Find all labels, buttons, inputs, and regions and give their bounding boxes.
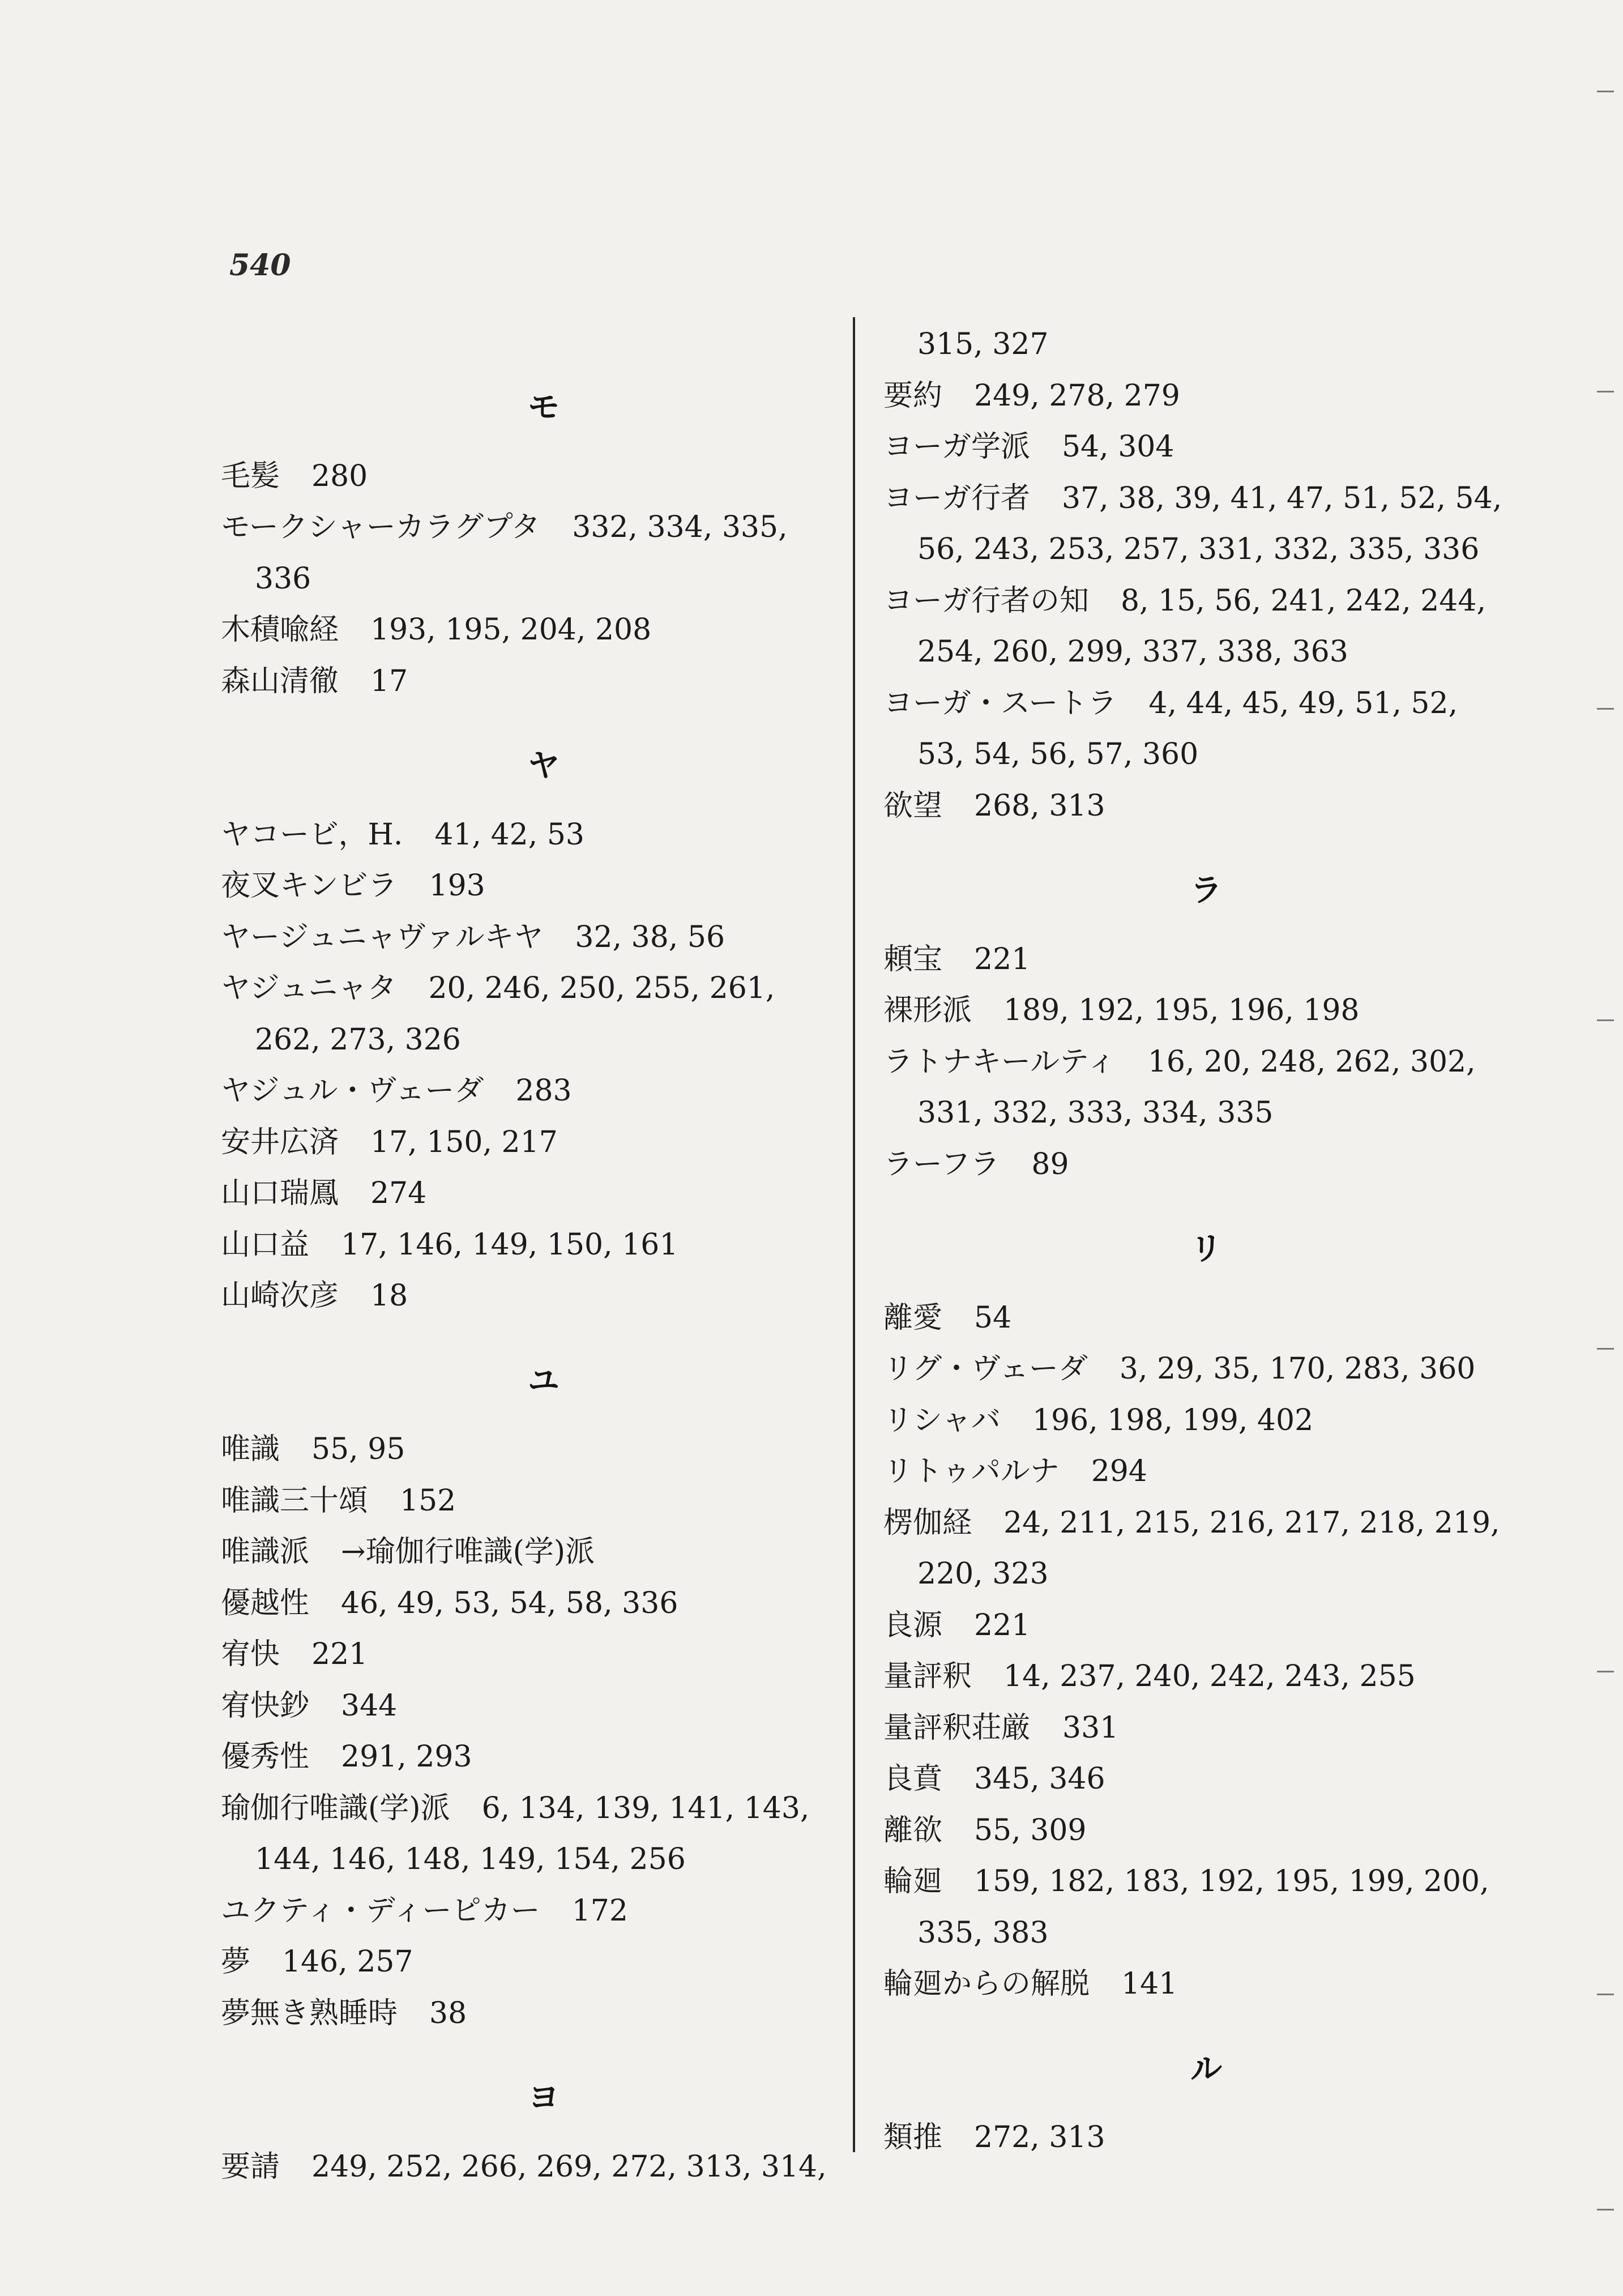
index-term: 良源 <box>883 1608 943 1642</box>
page-references: 53, 54, 56, 57, 360 <box>917 737 1199 771</box>
index-term: ヤコービ，H. <box>221 817 403 852</box>
index-entry <box>883 379 1180 413</box>
page-references: 37, 38, 39, 41, 47, 51, 52, 54, <box>1061 481 1502 515</box>
index-term: リシャバ <box>883 1403 1001 1437</box>
page-number: 540 <box>229 248 291 283</box>
index-term: ヤジュニャタ <box>221 971 397 1005</box>
page-references: 274 <box>370 1176 427 1210</box>
index-entry <box>221 1432 405 1466</box>
index-entry <box>883 1711 1118 1745</box>
index-term: 優越性 <box>221 1586 310 1620</box>
index-entry <box>883 1967 1177 2001</box>
page-references: 344 <box>341 1688 398 1723</box>
index-term: 宥快 <box>221 1637 280 1671</box>
page-references: 172 <box>571 1893 628 1928</box>
page-references: 291, 293 <box>341 1740 472 1774</box>
index-term: 輪廻からの解脱 <box>883 1967 1090 2001</box>
page-references: 315, 327 <box>917 327 1049 361</box>
index-term: 量評釈 <box>883 1659 972 1693</box>
index-entry <box>883 1659 1416 1693</box>
index-term: ラトナキールティ <box>883 1044 1116 1079</box>
index-entry <box>883 993 1360 1027</box>
index-entry <box>221 1945 413 1979</box>
page-references: 54 <box>974 1300 1012 1335</box>
index-entry <box>221 1228 678 1262</box>
page-references: 262, 273, 326 <box>255 1022 461 1057</box>
index-entry <box>221 613 651 647</box>
index-term: 毛髪 <box>221 459 280 493</box>
page-references: 17, 150, 217 <box>370 1125 558 1159</box>
page-references: 196, 198, 199, 402 <box>1032 1403 1314 1437</box>
index-term: 唯識派 <box>221 1535 310 1569</box>
index-entry <box>221 1586 678 1620</box>
index-term: 瑜伽行唯識(学)派 <box>221 1791 450 1825</box>
index-entry <box>221 459 368 493</box>
index-entry <box>883 789 1105 823</box>
page-references: 336 <box>255 561 311 596</box>
index-entry <box>221 869 485 903</box>
index-entry <box>883 430 1174 464</box>
page-references: 144, 146, 148, 149, 154, 256 <box>255 1842 686 1876</box>
page-references: 249, 278, 279 <box>974 378 1180 413</box>
page-references: 17 <box>370 664 408 698</box>
index-term: 優秀性 <box>221 1740 310 1774</box>
page-references: 141 <box>1121 1967 1178 2001</box>
margin-tick <box>1597 708 1614 710</box>
index-term: ラーフラ <box>883 1147 1000 1181</box>
margin-tick <box>1597 1019 1614 1021</box>
index-entry <box>883 1454 1147 1488</box>
index-term: 量評釈荘厳 <box>883 1710 1031 1745</box>
margin-tick <box>1597 2209 1614 2210</box>
page-references: 331, 332, 333, 334, 335 <box>917 1096 1274 1130</box>
index-term: ヨーガ行者の知 <box>883 583 1089 618</box>
index-entry <box>221 1176 426 1210</box>
index-entry <box>221 1074 572 1108</box>
index-entry <box>221 920 725 954</box>
index-term: リトゥパルナ <box>883 1454 1060 1488</box>
index-entry <box>221 1637 368 1671</box>
index-entry-continuation <box>917 1557 1049 1591</box>
index-entry <box>883 1147 1069 1181</box>
index-entry <box>883 584 1486 618</box>
page-references: 24, 211, 215, 216, 217, 218, 219, <box>1003 1505 1500 1540</box>
page-references: 283 <box>515 1074 572 1108</box>
page-references: 8, 15, 56, 241, 242, 244, <box>1120 583 1486 618</box>
index-entry-continuation <box>917 1916 1049 1950</box>
index-entry-continuation <box>255 1023 461 1057</box>
index-entry <box>221 1791 809 1825</box>
page-references: 280 <box>311 459 368 493</box>
index-term: リグ・ヴェーダ <box>883 1352 1088 1386</box>
page-references: 55, 95 <box>311 1432 405 1466</box>
page-references: 335, 383 <box>917 1915 1049 1950</box>
column-divider <box>853 317 855 2152</box>
index-entry <box>221 1279 408 1313</box>
page-references: 294 <box>1091 1454 1147 1488</box>
kana-section-heading: ユ <box>528 1362 559 1399</box>
margin-tick <box>1597 1348 1614 1350</box>
index-entry <box>883 481 1502 515</box>
index-entry <box>221 1894 628 1928</box>
index-term: ヨーガ学派 <box>883 430 1030 464</box>
index-entry <box>221 1689 397 1723</box>
index-term: ヨーガ・スートラ <box>883 686 1117 720</box>
index-entry-continuation <box>917 327 1049 361</box>
index-entry-continuation <box>255 1842 686 1876</box>
index-term: 夜叉キンビラ <box>221 869 398 903</box>
index-term: 夢 <box>221 1945 251 1979</box>
kana-section-heading: モ <box>528 389 559 426</box>
index-entry <box>221 664 408 698</box>
kana-section-heading: ラ <box>1190 872 1222 909</box>
index-term: 安井広済 <box>221 1125 339 1159</box>
page-references: 38 <box>429 1996 467 2030</box>
index-term: 夢無き熟睡時 <box>221 1996 398 2030</box>
page-references: →瑜伽行唯識(学)派 <box>341 1535 595 1569</box>
index-entry <box>883 1608 1030 1642</box>
page-references: 221 <box>974 1608 1031 1642</box>
page-references: 193, 195, 204, 208 <box>370 613 652 647</box>
index-term: 山口瑞鳳 <box>221 1176 339 1210</box>
page-references: 18 <box>370 1279 408 1313</box>
index-term: 唯識 <box>221 1432 280 1466</box>
index-entry-continuation <box>917 737 1198 771</box>
margin-tick <box>1597 1671 1614 1672</box>
page-references: 32, 38, 56 <box>575 920 725 954</box>
index-term: 欲望 <box>883 788 943 823</box>
index-entry-continuation <box>255 562 311 596</box>
index-term: ヨーガ行者 <box>883 481 1030 515</box>
page-references: 221 <box>974 942 1031 976</box>
kana-section-heading: ヨ <box>528 2079 559 2116</box>
page-references: 249, 252, 266, 269, 272, 313, 314, <box>311 2149 827 2184</box>
margin-tick <box>1597 1994 1614 1995</box>
index-entry <box>221 1996 467 2030</box>
index-entry <box>883 1352 1475 1386</box>
index-term: 裸形派 <box>883 993 972 1027</box>
index-term: 輪廻 <box>883 1864 943 1898</box>
page-references: 268, 313 <box>974 788 1105 823</box>
index-term: 類推 <box>883 2120 943 2154</box>
page-references: 20, 246, 250, 255, 261, <box>428 971 775 1005</box>
page-references: 221 <box>311 1637 368 1671</box>
index-entry <box>221 1740 472 1774</box>
index-term: 楞伽経 <box>883 1505 972 1540</box>
page-references: 159, 182, 183, 192, 195, 199, 200, <box>974 1864 1489 1898</box>
page-references: 17, 146, 149, 150, 161 <box>341 1227 678 1262</box>
index-entry <box>883 686 1458 720</box>
index-term: 宥快鈔 <box>221 1688 310 1723</box>
page-references: 89 <box>1031 1147 1069 1181</box>
page-references: 254, 260, 299, 337, 338, 363 <box>917 635 1348 669</box>
page-references: 331 <box>1062 1710 1119 1745</box>
page-references: 14, 237, 240, 242, 243, 255 <box>1003 1659 1416 1693</box>
page-references: 272, 313 <box>974 2120 1105 2154</box>
index-term: 木積喩経 <box>221 613 339 647</box>
page-references: 189, 192, 195, 196, 198 <box>1003 993 1360 1027</box>
page-references: 4, 44, 45, 49, 51, 52, <box>1148 686 1458 720</box>
page-references: 220, 323 <box>917 1557 1049 1591</box>
index-term: モークシャーカラグプタ <box>221 510 541 544</box>
index-entry <box>221 1125 558 1159</box>
margin-tick <box>1597 91 1614 92</box>
index-entry <box>883 1864 1489 1898</box>
page-references: 56, 243, 253, 257, 331, 332, 335, 336 <box>917 532 1480 566</box>
index-entry-continuation <box>917 635 1348 669</box>
page-references: 16, 20, 248, 262, 302, <box>1147 1044 1476 1079</box>
index-entry <box>883 2120 1105 2154</box>
index-term: 頼宝 <box>883 942 943 976</box>
index-term: 離愛 <box>883 1300 943 1335</box>
index-entry <box>221 2150 827 2184</box>
kana-section-heading: リ <box>1190 1230 1222 1268</box>
index-term: 離欲 <box>883 1813 943 1847</box>
index-entry <box>883 1045 1476 1079</box>
index-entry <box>883 1506 1500 1540</box>
page-references: 146, 257 <box>282 1945 413 1979</box>
index-term: 要請 <box>221 2149 280 2184</box>
index-entry-continuation <box>917 532 1479 566</box>
index-term: 山崎次彦 <box>221 1279 339 1313</box>
kana-section-heading: ヤ <box>528 747 559 784</box>
index-entry <box>883 1301 1011 1335</box>
index-entry <box>221 1535 595 1569</box>
index-entry <box>883 942 1030 976</box>
index-term: ヤージュニャヴァルキヤ <box>221 920 544 954</box>
index-term: 要約 <box>883 378 943 413</box>
page-references: 6, 134, 139, 141, 143, <box>481 1791 810 1825</box>
index-term: 良賁 <box>883 1762 943 1796</box>
index-entry <box>883 1813 1087 1847</box>
index-entry <box>883 1403 1313 1437</box>
page-references: 332, 334, 335, <box>572 510 788 544</box>
index-entry <box>221 510 788 544</box>
index-entry <box>883 1762 1105 1796</box>
kana-section-heading: ル <box>1190 2050 1222 2088</box>
page-references: 55, 309 <box>974 1813 1087 1847</box>
margin-tick <box>1597 391 1614 392</box>
index-entry <box>221 818 584 852</box>
index-term: 唯識三十頌 <box>221 1483 369 1518</box>
page-references: 41, 42, 53 <box>434 817 584 852</box>
page-references: 54, 304 <box>1061 430 1174 464</box>
index-term: 森山清徹 <box>221 664 339 698</box>
index-entry <box>221 1484 456 1518</box>
page-references: 193 <box>429 869 485 903</box>
page-references: 46, 49, 53, 54, 58, 336 <box>341 1586 678 1620</box>
index-term: ユクティ・ディーピカー <box>221 1893 540 1928</box>
index-entry <box>221 971 775 1005</box>
page-references: 345, 346 <box>974 1762 1105 1796</box>
index-term: 山口益 <box>221 1227 310 1262</box>
page-references: 152 <box>400 1483 456 1518</box>
index-entry-continuation <box>917 1096 1274 1130</box>
page-references: 3, 29, 35, 170, 283, 360 <box>1119 1352 1476 1386</box>
index-term: ヤジュル・ヴェーダ <box>221 1074 484 1108</box>
